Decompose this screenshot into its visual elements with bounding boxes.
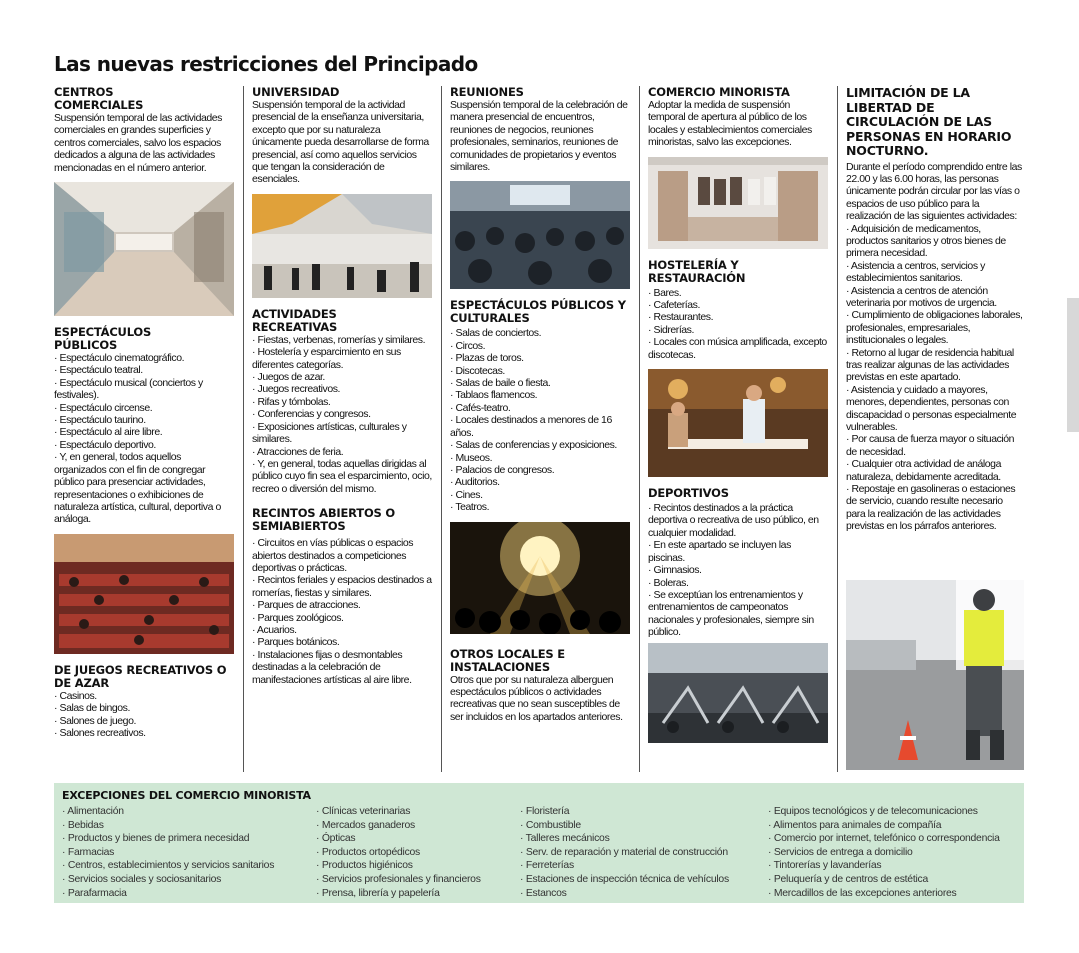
list-item: · Parafarmacia <box>62 887 127 899</box>
list-item: · Productos higiénicos <box>316 860 413 872</box>
list-item: · Parques botánicos. <box>252 636 340 649</box>
list-item: · Servicios sociales y sociosanitarios <box>62 873 222 885</box>
column-2 <box>252 86 432 686</box>
list-item: · Parques zoológicos. <box>252 611 344 624</box>
list-item: · Plazas de toros. <box>450 352 524 365</box>
column-3 <box>450 86 630 723</box>
list-item: · Por causa de fuerza mayor o situación de necesidad. <box>846 433 1015 458</box>
section-comercio-minorista <box>648 86 828 149</box>
section-espectaculos-culturales <box>450 299 630 513</box>
section-heading: DEPORTIVOS <box>648 486 729 501</box>
list-item: · Recintos feriales y espacios destinados a romerías, fiestas y similares. <box>252 574 432 599</box>
section-centros-comerciales <box>54 86 234 174</box>
list-item: · Servicios profesionales y financieros <box>316 873 481 885</box>
list-item: · Estancos <box>520 887 567 899</box>
list-item: · Juegos recreativos. <box>252 383 341 396</box>
list-item: · Museos. <box>450 451 493 464</box>
photo-theatre-audience <box>54 534 234 654</box>
list-item: · Cumplimiento de obligaciones laborales, profesionales, empresariales, institucionales o legales. <box>846 309 1023 347</box>
list-item: · Locales destinados a menores de 16 años. <box>450 414 612 439</box>
list-item: · Gimnasios. <box>648 564 702 577</box>
list-item: · Se exceptúan los entrenamientos y entrenamientos de campeonatos nacionales y profesionales, siempre sin público. <box>648 588 814 639</box>
section-text: Adoptar la medida de suspensión temporal de apertura al público de los locales y establecimientos comerciales minoristas, salvo las excepciones. <box>648 99 812 149</box>
column-divider <box>837 86 838 772</box>
list-item: · Parques de atracciones. <box>252 599 361 612</box>
list-item: · Salas de bingos. <box>54 702 130 715</box>
list-item: · Alimentos para animales de compañía <box>768 819 942 831</box>
list-item: · Restaurantes. <box>648 311 714 324</box>
list-item: · Discotecas. <box>450 364 505 377</box>
list-item: · Atracciones de feria. <box>252 445 344 458</box>
section-heading: RECINTOS ABIERTOS O SEMIABIERTOS <box>252 506 395 534</box>
list-item: · Repostaje en gasolineras o estaciones de servicio, cuando resulte necesario para la realización de las actividades previstas en los párrafos anteriores. <box>846 483 1016 533</box>
list-item: · Hostelería y esparcimiento en sus diferentes categorías. <box>252 346 401 371</box>
list-item: · Salones de juego. <box>54 714 136 727</box>
list-item: · Salones recreativos. <box>54 726 146 739</box>
list-item: · Bares. <box>648 286 682 299</box>
list-item: · Comercio por internet, telefónico o correspondencia <box>768 833 1000 845</box>
photo-gym <box>648 643 828 743</box>
exceptions-column-2 <box>316 805 481 900</box>
list-item: · Espectáculo al aire libre. <box>54 426 163 439</box>
list-item: · Floristería <box>520 806 570 817</box>
photo-restaurant <box>648 369 828 477</box>
list-item: · Espectáculo musical (conciertos y festivales). <box>54 376 203 402</box>
list-item: · Farmacias <box>62 846 115 858</box>
list-item: · Tintorerías y lavanderías <box>768 860 882 872</box>
list-item: · Fiestas, verbenas, romerías y similares. <box>252 333 426 346</box>
photo-police-checkpoint <box>846 580 1024 770</box>
list-item: · Espectáculo deportivo. <box>54 438 156 451</box>
section-limitacion <box>846 86 1024 533</box>
column-1 <box>54 86 234 739</box>
section-heading: UNIVERSIDAD <box>252 85 340 99</box>
section-recintos <box>252 507 432 686</box>
section-heading: LIMITACIÓN DE LA LIBERTAD DE CIRCULACIÓN DE LAS PERSONAS EN HORARIO NOCTURNO. <box>846 85 1012 158</box>
section-juegos <box>54 664 234 740</box>
list-item: · Rifas y tómbolas. <box>252 395 331 408</box>
list-item: · Asistencia y cuidado a mayores, menores, dependientes, personas con discapacidad o personas especialmente vulnerables. <box>846 383 1017 434</box>
section-reuniones <box>450 86 630 173</box>
list-item: · Adquisición de medicamentos, productos sanitarios y otros bienes de primera necesidad. <box>846 222 1006 260</box>
column-divider <box>243 86 244 772</box>
list-item: · Sidrerías. <box>648 323 694 336</box>
photo-shopping-mall <box>54 182 234 316</box>
list-item: · Circuitos en vías públicas o espacios abiertos destinados a competiciones deportivas o prácticas. <box>252 537 414 574</box>
exceptions-column-3 <box>520 805 729 900</box>
exceptions-heading: EXCEPCIONES DEL COMERCIO MINORISTA <box>62 789 311 802</box>
list-item: · Circos. <box>450 339 486 352</box>
list-item: · Centros, establecimientos y servicios sanitarios <box>62 860 275 872</box>
list-item: · Y, en general, todos aquellos organizados con el fin de congregar público para presenciar actividades, representaciones o exhibiciones de naturaleza artística, cultural, deportiva o análoga. <box>54 451 221 526</box>
list-item: · Bebidas <box>62 819 104 831</box>
list-item: · Acuarios. <box>252 623 297 636</box>
exceptions-column-1 <box>62 805 274 900</box>
list-item: · Productos ortopédicos <box>316 846 420 858</box>
section-heading: REUNIONES <box>450 85 524 99</box>
section-heading: HOSTELERÍA Y RESTAURACIÓN <box>648 257 746 285</box>
list-item: · Exposiciones artísticas, culturales y similares. <box>252 420 407 446</box>
section-heading: COMERCIO MINORISTA <box>648 85 790 99</box>
column-5 <box>846 86 1024 533</box>
list-item: · Espectáculo teatral. <box>54 364 143 377</box>
exceptions-column-4 <box>768 805 1000 900</box>
section-deportivos <box>648 487 828 638</box>
list-item: · Tablaos flamencos. <box>450 389 538 402</box>
list-item: · Conferencias y congresos. <box>252 408 371 421</box>
section-text: Suspensión temporal de las actividades comerciales en grandes superficies y centros comerciales, salvo los espacios dedicados a alguna de las actividades mencionadas en el número anterior. <box>54 112 222 174</box>
list-item: · Cines. <box>450 488 483 501</box>
list-item: · Cafeterías. <box>648 299 700 312</box>
list-item: · En este apartado se incluyen las piscinas. <box>648 539 791 564</box>
list-item: · Salas de baile o fiesta. <box>450 377 551 390</box>
list-item: · Combustible <box>520 819 581 831</box>
list-item: · Asistencia a centros de atención veterinaria por motivos de urgencia. <box>846 284 997 309</box>
list-item: · Salas de conferencias y exposiciones. <box>450 439 617 452</box>
section-heading: ESPECTÁCULOS PÚBLICOS <box>54 325 152 353</box>
section-heading: OTROS LOCALES E INSTALACIONES <box>450 646 565 674</box>
list-item: · Productos y bienes de primera necesidad <box>62 833 250 845</box>
column-divider <box>639 86 640 772</box>
list-item: · Instalaciones fijas o desmontables destinadas a la celebración de manifestaciones artísticas al aire libre. <box>252 648 412 686</box>
section-actividades-recreativas <box>252 308 432 495</box>
list-item: · Juegos de azar. <box>252 371 325 384</box>
section-heading: CENTROS COMERCIALES <box>54 85 144 112</box>
section-hosteleria <box>648 259 828 361</box>
list-item: · Palacios de congresos. <box>450 463 555 476</box>
list-item: · Cafés-teatro. <box>450 401 511 414</box>
list-item: · Locales con música amplificada, excepto discotecas. <box>648 336 827 361</box>
list-item: · Salas de conciertos. <box>450 327 542 340</box>
photo-concert <box>450 522 630 634</box>
list-item: · Boleras. <box>648 576 689 589</box>
photo-conference <box>450 181 630 289</box>
page-title: Las nuevas restricciones del Principado <box>54 52 478 76</box>
list-item: · Mercados ganaderos <box>316 819 415 831</box>
list-item: · Recintos destinados a la práctica deportiva o recreativa de uso público, en cualquier modalidad. <box>648 502 819 539</box>
list-item: · Y, en general, todas aquellas dirigidas al público cuyo fin sea el esparcimiento, ocio, recreo o diversión del mismo. <box>252 457 432 495</box>
section-heading: DE JUEGOS RECREATIVOS O DE AZAR <box>54 662 227 690</box>
exceptions-box <box>54 783 1024 903</box>
section-universidad <box>252 86 432 186</box>
list-item: · Espectáculo taurino. <box>54 414 146 427</box>
list-item: · Asistencia a centros, servicios y establecimientos sanitarios. <box>846 259 985 285</box>
list-item: · Ópticas <box>316 833 356 845</box>
list-item: · Clínicas veterinarias <box>316 806 411 817</box>
list-item: · Espectáculo circense. <box>54 401 153 414</box>
list-item: · Retorno al lugar de residencia habitual tras realizar algunas de las actividades previstas en este apartado. <box>846 346 1014 384</box>
column-4 <box>648 86 828 753</box>
photo-university-hall <box>252 194 432 298</box>
list-item: · Estaciones de inspección técnica de vehículos <box>520 873 729 885</box>
list-item: · Espectáculo cinematográfico. <box>54 352 185 365</box>
list-item: · Ferreterías <box>520 860 574 872</box>
section-heading: ESPECTÁCULOS PÚBLICOS Y CULTURALES <box>450 298 626 326</box>
section-text: Suspensión temporal de la celebración de manera presencial de encuentros, reuniones de negocios, reuniones profesionales, seminarios, reuniones de comunidades de propietarios y eventos similares. <box>450 99 628 174</box>
list-item: · Serv. de reparación y material de construcción <box>520 846 728 858</box>
list-item: · Talleres mecánicos <box>520 833 610 845</box>
side-tab <box>1067 298 1079 432</box>
section-heading: ACTIVIDADES RECREATIVAS <box>252 306 338 334</box>
list-item: · Prensa, librería y papelería <box>316 887 440 899</box>
list-item: · Equipos tecnológicos y de telecomunicaciones <box>768 806 978 817</box>
list-item: · Teatros. <box>450 501 490 514</box>
section-text: Durante el período comprendido entre las 22.00 y las 6.00 horas, las personas únicamente podrán circular por las vías o espacios de uso público para la realización de las siguientes actividades: <box>846 160 1022 223</box>
section-text: Otros que por su naturaleza alberguen espectáculos públicos o actividades recreativas que no sean susceptibles de ser incluidos en los apartados anteriores. <box>450 673 623 723</box>
photo-clothing-store <box>648 157 828 249</box>
section-espectaculos-publicos <box>54 326 234 526</box>
list-item: · Alimentación <box>62 806 124 817</box>
section-text: Suspensión temporal de la actividad presencial de la enseñanza universitaria, excepto que por su naturaleza únicamente pueda desarrollarse de forma presencial, así como aquellos servicios que tengan la consideración de esenciales. <box>252 99 429 186</box>
list-item: · Cualquier otra actividad de análoga naturaleza, debidamente acreditada. <box>846 458 1001 483</box>
section-otros-locales <box>450 648 630 724</box>
column-divider <box>441 86 442 772</box>
list-item: · Auditorios. <box>450 476 500 489</box>
list-item: · Peluquería y de centros de estética <box>768 873 928 885</box>
list-item: · Mercadillos de las excepciones anteriores <box>768 887 957 899</box>
list-item: · Casinos. <box>54 689 97 702</box>
list-item: · Servicios de entrega a domicilio <box>768 846 913 858</box>
